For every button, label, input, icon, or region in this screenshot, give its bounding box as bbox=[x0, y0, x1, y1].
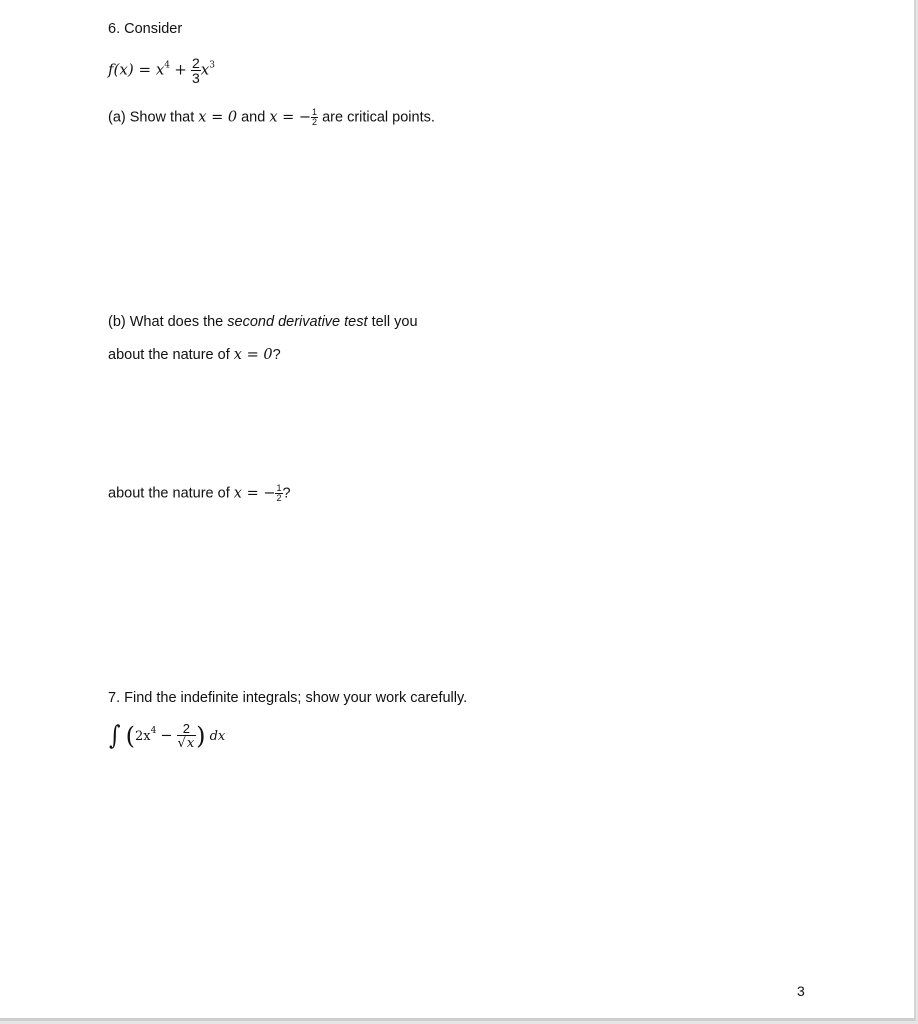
function-fraction-numerator: 2 bbox=[191, 55, 200, 71]
q6-heading bbox=[108, 22, 182, 37]
part-a-math-x-equals-0: x = 0 bbox=[198, 109, 238, 126]
page-number bbox=[797, 983, 805, 999]
part-b-line3-fraction-numerator: 1 bbox=[276, 483, 282, 493]
integral-fraction bbox=[177, 722, 197, 750]
function-plus: + bbox=[174, 60, 187, 79]
part-b-line3-fraction bbox=[275, 484, 282, 503]
part-a-prefix: (a) Show that bbox=[108, 109, 195, 126]
function-x: x bbox=[200, 60, 210, 79]
integral-fraction-numerator: 2 bbox=[182, 721, 190, 736]
function-exponent-4: 4 bbox=[164, 60, 171, 71]
integral-term-exponent: 4 bbox=[150, 725, 157, 736]
q6-heading-text: 6. Consider bbox=[108, 21, 183, 37]
function-definition bbox=[108, 56, 215, 85]
part-a-fraction-denominator: 2 bbox=[312, 117, 318, 127]
open-paren: ( bbox=[125, 722, 135, 750]
q7-heading bbox=[108, 691, 467, 706]
part-b-emphasis: second derivative test bbox=[227, 314, 368, 330]
function-fraction bbox=[191, 56, 201, 85]
q6-part-b-line1 bbox=[108, 315, 418, 330]
q6-part-b-line3 bbox=[108, 484, 291, 503]
function-lhs: f(x) = x bbox=[108, 60, 165, 79]
q6-part-a bbox=[108, 108, 435, 127]
integral-fraction-denominator bbox=[177, 735, 197, 750]
part-a-fraction bbox=[311, 108, 318, 127]
q6-part-b-line2 bbox=[108, 348, 281, 363]
function-exponent-3: 3 bbox=[209, 60, 215, 71]
part-b-line3-fraction-denominator: 2 bbox=[276, 493, 282, 503]
part-b-prefix: (b) What does the bbox=[108, 314, 224, 330]
part-a-and: and bbox=[241, 109, 266, 126]
part-b-suffix: tell you bbox=[371, 314, 418, 330]
part-b-line3-prefix: about the nature of bbox=[108, 485, 230, 502]
part-b-line2-prefix: about the nature of bbox=[108, 347, 230, 363]
part-b-line2-math: x = 0 bbox=[233, 347, 273, 363]
part-a-suffix: are critical points. bbox=[322, 109, 435, 126]
integral-term-2x: 2x bbox=[134, 728, 151, 744]
sqrt-argument: x bbox=[186, 736, 195, 751]
close-paren: ) bbox=[196, 722, 206, 750]
sqrt-symbol: √ bbox=[177, 736, 186, 751]
q7-heading-text: 7. Find the indefinite integrals; show your work carefully. bbox=[108, 690, 468, 706]
integral-dx: dx bbox=[209, 728, 226, 744]
page-number-text: 3 bbox=[797, 983, 805, 999]
sqrt-expression bbox=[178, 737, 196, 750]
part-b-line3-question-mark: ? bbox=[282, 485, 291, 502]
integral-minus: − bbox=[160, 727, 173, 744]
part-b-line3-math: x = − bbox=[233, 485, 276, 502]
part-b-line2-question-mark: ? bbox=[272, 347, 281, 363]
integral-expression bbox=[108, 722, 225, 750]
integral-sign: ∫ bbox=[109, 721, 121, 751]
part-a-fraction-numerator: 1 bbox=[312, 107, 318, 117]
function-fraction-denominator: 3 bbox=[191, 70, 200, 86]
part-a-math-x-equals-neg: x = − bbox=[269, 109, 312, 126]
